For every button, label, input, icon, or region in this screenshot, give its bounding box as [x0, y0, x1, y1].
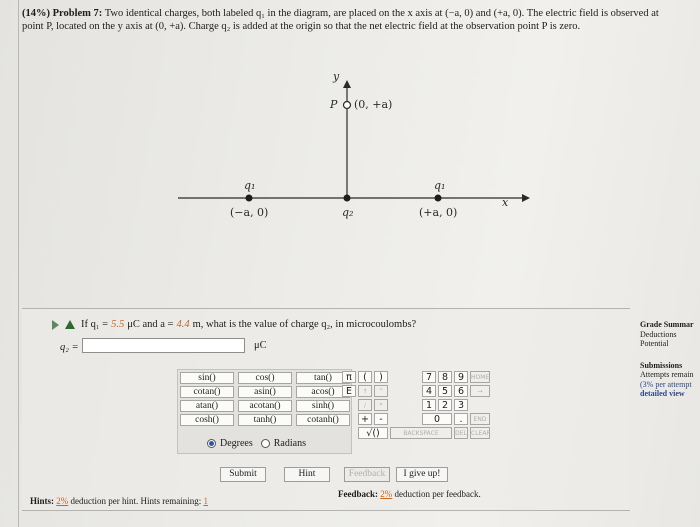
question-prefix: If q₁ =: [81, 319, 109, 330]
key-5[interactable]: 5: [438, 385, 452, 397]
key-end[interactable]: END: [470, 413, 490, 425]
key-pi[interactable]: π: [342, 371, 356, 383]
problem-number: Problem 7:: [52, 8, 103, 19]
key-9[interactable]: 9: [454, 371, 468, 383]
key-0[interactable]: 0: [422, 413, 452, 425]
key-up[interactable]: ↑: [358, 385, 372, 397]
key-backspace[interactable]: BACKSPACE: [390, 427, 452, 439]
feedback-button[interactable]: Feedback: [344, 467, 390, 482]
key-caret[interactable]: ^: [374, 385, 388, 397]
key-del[interactable]: DEL: [454, 427, 468, 439]
fn-tan-button[interactable]: tan(): [296, 372, 350, 384]
fn-cotan-button[interactable]: cotan(): [180, 386, 234, 398]
submissions-heading: Submissions: [640, 360, 683, 370]
answer-unit: μC: [254, 340, 267, 351]
bottom-divider: [22, 510, 630, 511]
detailed-view-link[interactable]: detailed view: [640, 389, 685, 398]
y-axis-label: y: [333, 70, 340, 83]
point-p-coord: (0, +a): [354, 98, 393, 111]
right-charge-coord: (+a, 0): [419, 206, 458, 219]
key-lparen[interactable]: (: [358, 371, 372, 383]
question-middle: μC and a =: [127, 319, 174, 330]
left-charge-coord: (−a, 0): [230, 206, 269, 219]
fn-cosh-button[interactable]: cosh(): [180, 414, 234, 426]
key-plus[interactable]: +: [358, 413, 372, 425]
key-minus[interactable]: -: [374, 413, 388, 425]
fn-cotanh-button[interactable]: cotanh(): [296, 414, 350, 426]
fn-cos-button[interactable]: cos(): [238, 372, 292, 384]
key-1[interactable]: 1: [422, 399, 436, 411]
attempts-label: Attempts remain: [640, 370, 694, 379]
deductions-label: Deductions: [640, 329, 677, 339]
feedback-label: Feedback:: [338, 489, 378, 499]
left-charge-dot: [246, 195, 253, 202]
key-rparen[interactable]: ): [374, 371, 388, 383]
point-p-marker: [344, 102, 351, 109]
fn-acos-button[interactable]: acos(): [296, 386, 350, 398]
answer-label: q₂ =: [60, 342, 79, 353]
hints-label: Hints:: [30, 496, 55, 506]
radians-label: Radians: [273, 438, 306, 449]
origin-charge-label: q₂: [342, 206, 354, 219]
key-e[interactable]: E: [342, 385, 356, 397]
a-value: 4.4: [176, 319, 190, 330]
key-4[interactable]: 4: [422, 385, 436, 397]
answer-input[interactable]: [82, 338, 245, 353]
point-p-label: P: [330, 98, 338, 111]
hints-pct: 2%: [56, 496, 69, 506]
keypad: [340, 369, 490, 454]
charge-diagram: [22, 58, 672, 308]
key-sqrt[interactable]: √(): [358, 427, 388, 439]
key-6[interactable]: 6: [454, 385, 468, 397]
fn-tanh-button[interactable]: tanh(): [238, 414, 292, 426]
right-charge-label: q₁: [434, 179, 446, 192]
q1-value: 5.5: [111, 319, 125, 330]
key-clear[interactable]: CLEAR: [470, 427, 490, 439]
fn-sin-button[interactable]: sin(): [180, 372, 234, 384]
hints-info: [30, 496, 208, 506]
diagram-svg: [22, 58, 672, 308]
key-8[interactable]: 8: [438, 371, 452, 383]
fn-sinh-button[interactable]: sinh(): [296, 400, 350, 412]
key-home[interactable]: HOME: [470, 371, 490, 383]
fn-asin-button[interactable]: asin(): [238, 386, 292, 398]
key-2[interactable]: 2: [438, 399, 452, 411]
give-up-button[interactable]: I give up!: [396, 467, 448, 482]
problem-weight: (14%): [22, 8, 50, 19]
per-attempt-label: (3% per attempt: [640, 379, 692, 389]
question-panel: [22, 308, 630, 511]
key-7[interactable]: 7: [422, 371, 436, 383]
hints-text: deduction per hint. Hints remaining:: [70, 496, 202, 506]
x-axis-arrow: [522, 194, 530, 202]
origin-charge-dot: [344, 195, 351, 202]
key-3[interactable]: 3: [454, 399, 468, 411]
feedback-text: deduction per feedback.: [394, 489, 481, 499]
left-divider: [18, 0, 19, 527]
potential-label: Potential: [640, 339, 669, 348]
key-dot[interactable]: .: [454, 413, 468, 425]
left-charge-label: q₁: [244, 179, 256, 192]
degrees-label: Degrees: [220, 438, 253, 449]
angle-mode: [207, 438, 306, 449]
fn-atan-button[interactable]: atan(): [180, 400, 234, 412]
fn-acotan-button[interactable]: acotan(): [238, 400, 292, 412]
warning-icon: [65, 320, 75, 329]
hints-remaining: 1: [203, 496, 208, 506]
grade-summary-heading: Grade Summar: [640, 320, 694, 329]
feedback-info: [338, 489, 481, 499]
question-text: [52, 319, 416, 330]
submit-button[interactable]: Submit: [220, 467, 266, 482]
key-arrow[interactable]: →: [470, 385, 490, 397]
problem-text: Two identical charges, both labeled q₁ in the diagram, are placed on the x axis at (−a, 0) and (+a, 0). The electric field is observed at point P, located on the y axis at (0, +a). Charge q₂ is added at the origin so that the net electric field at the observation point P is zero.: [22, 8, 659, 32]
feedback-pct: 2%: [380, 489, 393, 499]
grade-sidebar: [640, 320, 700, 399]
x-axis-label: x: [502, 196, 509, 209]
hint-button[interactable]: Hint: [284, 467, 330, 482]
question-suffix: m, what is the value of charge q₂, in microcoulombs?: [192, 319, 417, 330]
problem-statement: [22, 8, 672, 33]
radians-radio[interactable]: [261, 439, 270, 448]
key-slash[interactable]: /: [358, 399, 372, 411]
degrees-radio[interactable]: [207, 439, 216, 448]
play-icon: [52, 320, 59, 330]
y-axis-arrow: [343, 80, 351, 88]
key-star[interactable]: *: [374, 399, 388, 411]
right-charge-dot: [435, 195, 442, 202]
